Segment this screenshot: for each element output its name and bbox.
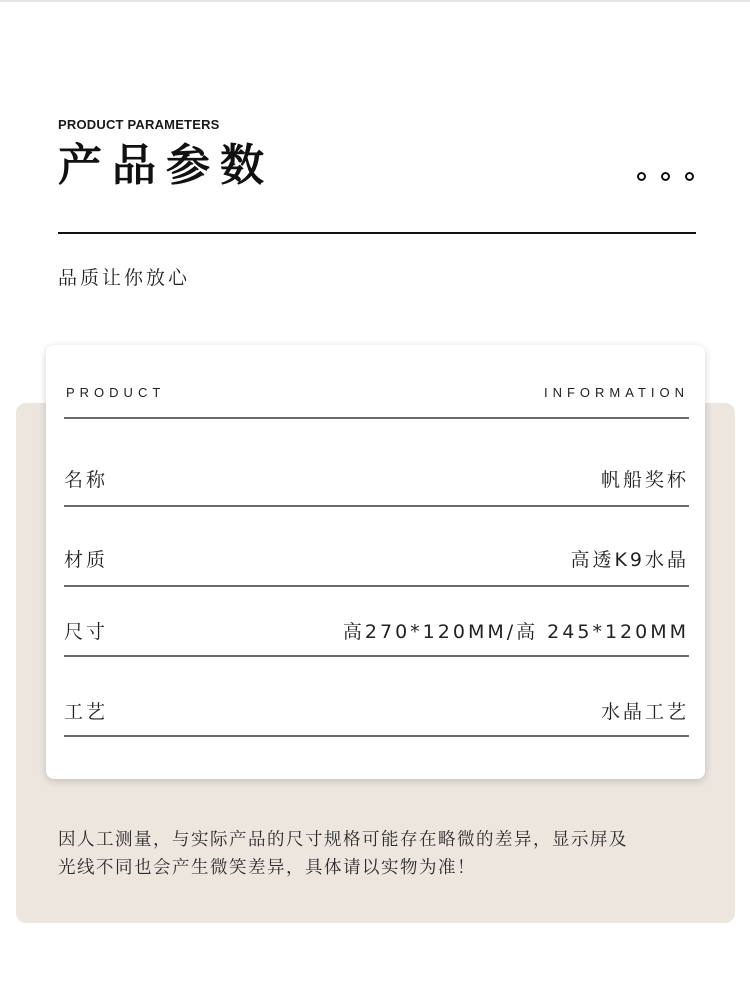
title-divider (58, 232, 696, 234)
table-row-size (64, 617, 689, 644)
table-header (66, 385, 689, 400)
disclaimer-text (58, 826, 698, 882)
disclaimer-line: 光线不同也会产生微笑差异，具体请以实物为准！ (58, 858, 476, 878)
header-divider (64, 417, 689, 419)
row-label: 名称 (64, 469, 109, 491)
parameters-card (46, 345, 705, 779)
header-information: INFORMATION (543, 385, 689, 400)
row-label: 材质 (64, 549, 109, 571)
row-value: 水晶工艺 (600, 701, 689, 723)
table-row-material (64, 545, 689, 572)
row-divider (64, 735, 689, 737)
top-divider (0, 0, 750, 2)
dot-icon (685, 172, 694, 181)
page-title: 产品参数 (58, 140, 274, 191)
dot-icon (637, 172, 646, 181)
header-product: PRODUCT (66, 385, 166, 400)
row-label: 工艺 (64, 701, 109, 723)
dot-icon (661, 172, 670, 181)
disclaimer-line: 因人工测量，与实际产品的尺寸规格可能存在略微的差异，显示屏及 (58, 830, 628, 850)
table-row-name (64, 465, 689, 492)
row-divider (64, 505, 689, 507)
row-divider (64, 655, 689, 657)
table-row-craft (64, 697, 689, 724)
row-value: 高270*120MM/高 245*120MM (342, 621, 689, 643)
decorative-dots-icon (637, 172, 694, 181)
row-divider (64, 585, 689, 587)
row-value: 高透K9水晶 (570, 549, 689, 571)
row-value: 帆船奖杯 (600, 469, 689, 491)
section-eyebrow: PRODUCT PARAMETERS (58, 117, 220, 132)
page-subtitle: 品质让你放心 (58, 267, 191, 289)
row-label: 尺寸 (64, 621, 109, 643)
